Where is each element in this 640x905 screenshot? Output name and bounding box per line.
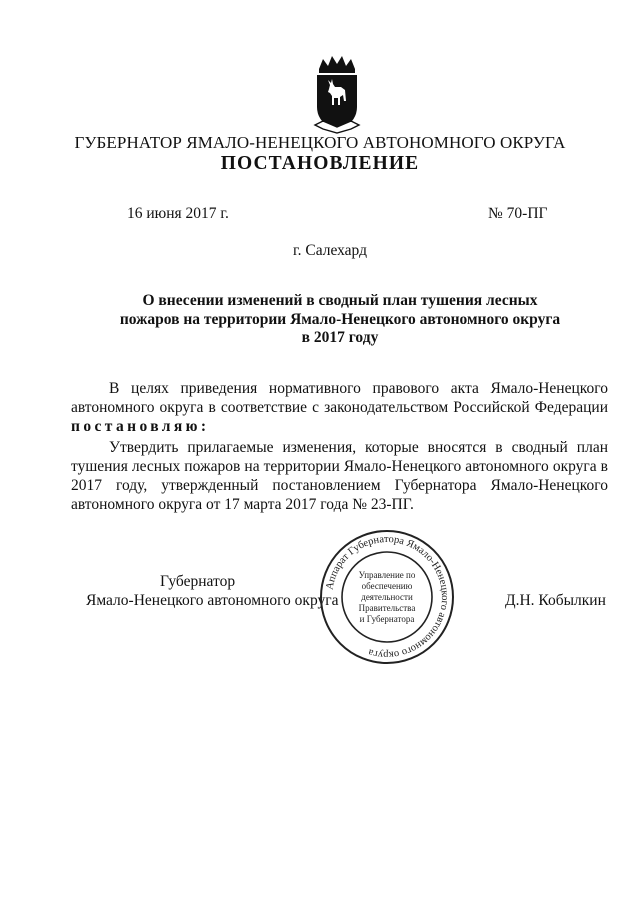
operative-paragraph: [71, 438, 608, 514]
title-line-1: О внесении изменений в сводный план тушения лесных: [142, 292, 538, 309]
signatory-name: Д.Н. Кобылкин: [505, 592, 606, 609]
title-line-2: пожаров на территории Ямало-Ненецкого автономного округа: [119, 310, 561, 328]
decree-word: постановляю:: [71, 418, 210, 435]
title-line-3: в 2017 году: [301, 329, 379, 346]
operative-text: Утвердить прилагаемые изменения, которые вносятся в сводный план тушения лесных пожаров на территории Ямало-Ненецкого автономного округа в 2017 году, утвержденный постановлением Губернатора Ямало-Ненецкого автономного округа от 17 марта 2017 года № 23-ПГ.: [71, 439, 608, 513]
stamp-line-3: деятельности: [361, 592, 413, 602]
signature-title-line-2: Ямало-Ненецкого автономного округа: [86, 592, 339, 609]
preamble-paragraph: [71, 379, 608, 436]
official-stamp: [318, 528, 456, 666]
stamp-line-1: Управление по: [358, 570, 416, 580]
document-city: г. Салехард: [293, 242, 367, 259]
stamp-line-2: обеспечению: [361, 581, 413, 591]
header-organization: ГУБЕРНАТОР ЯМАЛО-НЕНЕЦКОГО АВТОНОМНОГО ОКРУГА: [74, 133, 566, 152]
stamp-line-5: и Губернатора: [359, 614, 415, 624]
preamble-text: В целях приведения нормативного правового акта Ямало-Ненецкого автономного округа в соответствие с законодательством Российской Федерации: [71, 380, 608, 416]
stamp-outer-text: Аппарат Губернатора Ямало-Ненецкого автономного округа: [324, 533, 451, 661]
document-number: № 70-ПГ: [488, 205, 548, 222]
document-title: [70, 292, 610, 348]
stamp-line-4: Правительства: [358, 603, 416, 613]
document-date: 16 июня 2017 г.: [127, 205, 229, 222]
document-type: ПОСТАНОВЛЕНИЕ: [220, 153, 420, 174]
coat-of-arms-icon: [313, 55, 361, 137]
signature-title-line-1: Губернатор: [160, 573, 236, 590]
